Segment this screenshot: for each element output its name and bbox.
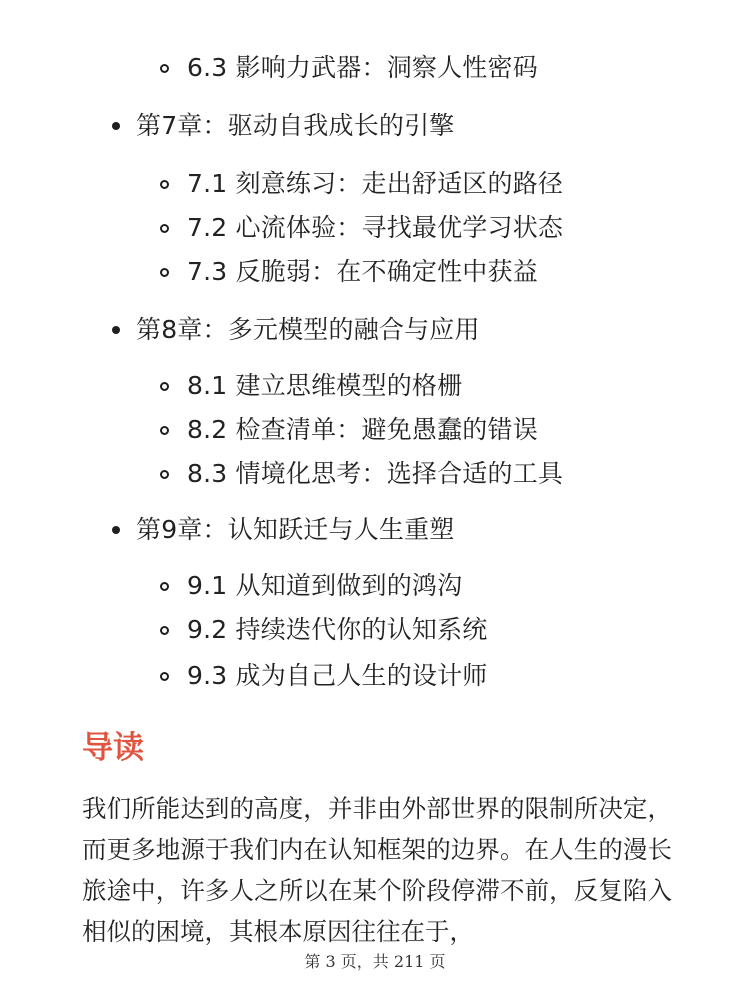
filled-bullet-icon [112,326,120,334]
toc-item-text: 7.1 刻意练习：走出舒适区的路径 [187,169,564,198]
toc-chapter-8[interactable] [112,310,480,350]
hollow-bullet-icon [160,268,169,277]
toc-item-text: 第8章：多元模型的融合与应用 [136,315,480,344]
hollow-bullet-icon [160,470,169,479]
hollow-bullet-icon [160,426,169,435]
toc-item-text: 8.2 检查清单：避免愚蠢的错误 [187,415,538,444]
toc-section-8-3[interactable] [160,454,563,494]
toc-section-6-3[interactable] [160,48,538,88]
toc-section-7-1[interactable] [160,164,563,204]
hollow-bullet-icon [160,224,169,233]
toc-section-7-3[interactable] [160,252,538,292]
toc-chapter-9[interactable] [112,510,455,550]
hollow-bullet-icon [160,626,169,635]
toc-section-8-2[interactable] [160,410,538,450]
toc-item-text: 6.3 影响力武器：洞察人性密码 [187,53,538,82]
toc-item-text: 7.2 心流体验：寻找最优学习状态 [187,213,564,242]
hollow-bullet-icon [160,582,169,591]
toc-item-text: 9.2 持续迭代你的认知系统 [187,615,488,644]
intro-paragraph: 我们所能达到的高度，并非由外部世界的限制所决定，而更多地源于我们内在认知框架的边界。在人生的漫长旅途中，许多人之所以在某个阶段停滞不前，反复陷入相似的困境，其根本原因往往在于， [82,794,672,946]
filled-bullet-icon [112,122,120,130]
toc-section-9-2[interactable] [160,610,488,650]
toc-section-8-1[interactable] [160,366,462,406]
toc-item-text: 第7章：驱动自我成长的引擎 [136,111,455,140]
toc-section-9-1[interactable] [160,566,462,606]
toc-item-text: 第9章：认知跃迁与人生重塑 [136,515,455,544]
toc-item-text: 9.1 从知道到做到的鸿沟 [187,571,463,600]
toc-chapter-7[interactable] [112,106,455,146]
page-number-footer: 第 3 页，共 211 页 [304,952,446,971]
hollow-bullet-icon [160,672,169,681]
hollow-bullet-icon [160,382,169,391]
toc-item-text: 9.3 成为自己人生的设计师 [187,661,488,690]
toc-item-text: 8.1 建立思维模型的格栅 [187,371,463,400]
filled-bullet-icon [112,526,120,534]
intro-heading: 导读 [82,730,144,766]
toc-item-text: 8.3 情境化思考：选择合适的工具 [187,459,564,488]
toc-section-7-2[interactable] [160,208,563,248]
toc-section-9-3[interactable] [160,656,488,696]
hollow-bullet-icon [160,64,169,73]
hollow-bullet-icon [160,180,169,189]
toc-item-text: 7.3 反脆弱：在不确定性中获益 [187,257,538,286]
